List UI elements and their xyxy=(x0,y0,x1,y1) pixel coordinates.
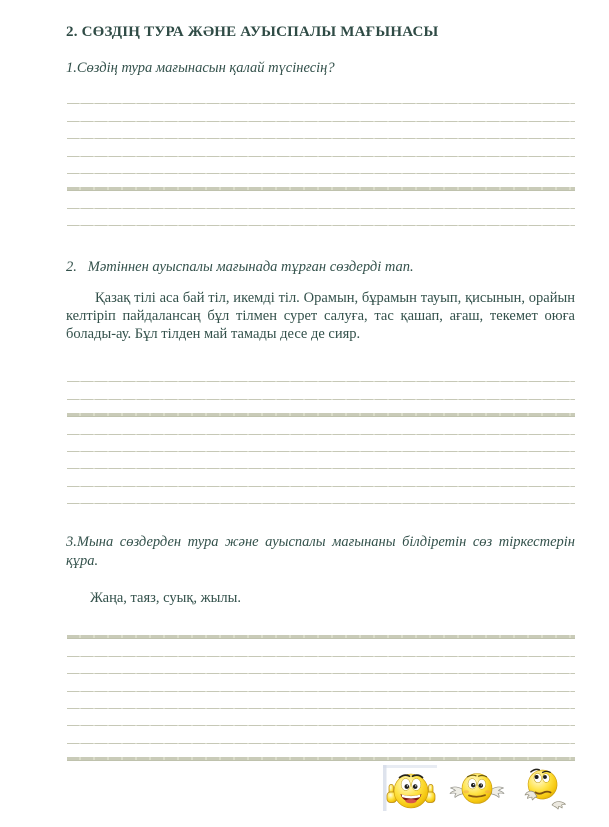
answer-line xyxy=(67,382,575,399)
answer-line xyxy=(67,122,575,139)
answer-lines-block-1 xyxy=(67,87,575,226)
answer-line xyxy=(67,639,575,656)
answer-line xyxy=(67,709,575,726)
smiley-shrug-icon xyxy=(449,764,505,814)
task3-question: 3.Мына сөздерден тура және ауыспалы мағынаны білдіретін сөз тіркестерін құра. xyxy=(66,534,575,569)
answer-line xyxy=(67,174,575,191)
answer-line xyxy=(67,674,575,691)
answer-line xyxy=(67,435,575,452)
answer-line xyxy=(67,726,575,743)
task3-word-list: Жаңа, таяз, суық, жылы. xyxy=(90,590,242,606)
answer-line xyxy=(67,191,575,208)
answer-line xyxy=(67,139,575,156)
task2-passage: Қазақ тілі аса бай тіл, икемді тіл. Орамын, бұрамын тауып, қисынын, орайын келтіріп пайдалансаң бұл тілмен сурет салуға, тас қашап, ағаш, текемет оюға болады-ау. Бұл тілден май тамады десе де сияр. xyxy=(66,290,575,342)
answer-line xyxy=(67,657,575,674)
smiley-thumbs-up-icon xyxy=(383,764,439,814)
answer-lines-block-3 xyxy=(67,622,575,761)
feedback-smileys xyxy=(383,762,575,814)
answer-line xyxy=(67,209,575,226)
answer-line xyxy=(67,87,575,104)
answer-line xyxy=(67,469,575,486)
answer-lines-block-2 xyxy=(67,365,575,504)
task1-question: 1.Сөздің тура мағынасын қалай түсінесің? xyxy=(66,60,335,76)
answer-line xyxy=(67,365,575,382)
answer-line xyxy=(67,692,575,709)
task2-question: 2. Мәтіннен ауыспалы мағынада тұрған сөздерді тап. xyxy=(66,259,414,275)
answer-line xyxy=(67,417,575,434)
answer-line xyxy=(67,400,575,417)
answer-line xyxy=(67,744,575,761)
answer-line xyxy=(67,452,575,469)
document-title: 2. СӨЗДІҢ ТУРА ЖӘНЕ АУЫСПАЛЫ МАҒЫНАСЫ xyxy=(66,24,439,40)
answer-line xyxy=(67,487,575,504)
answer-line xyxy=(67,622,575,639)
answer-line xyxy=(67,104,575,121)
answer-line xyxy=(67,157,575,174)
smiley-confused-icon xyxy=(515,764,571,814)
